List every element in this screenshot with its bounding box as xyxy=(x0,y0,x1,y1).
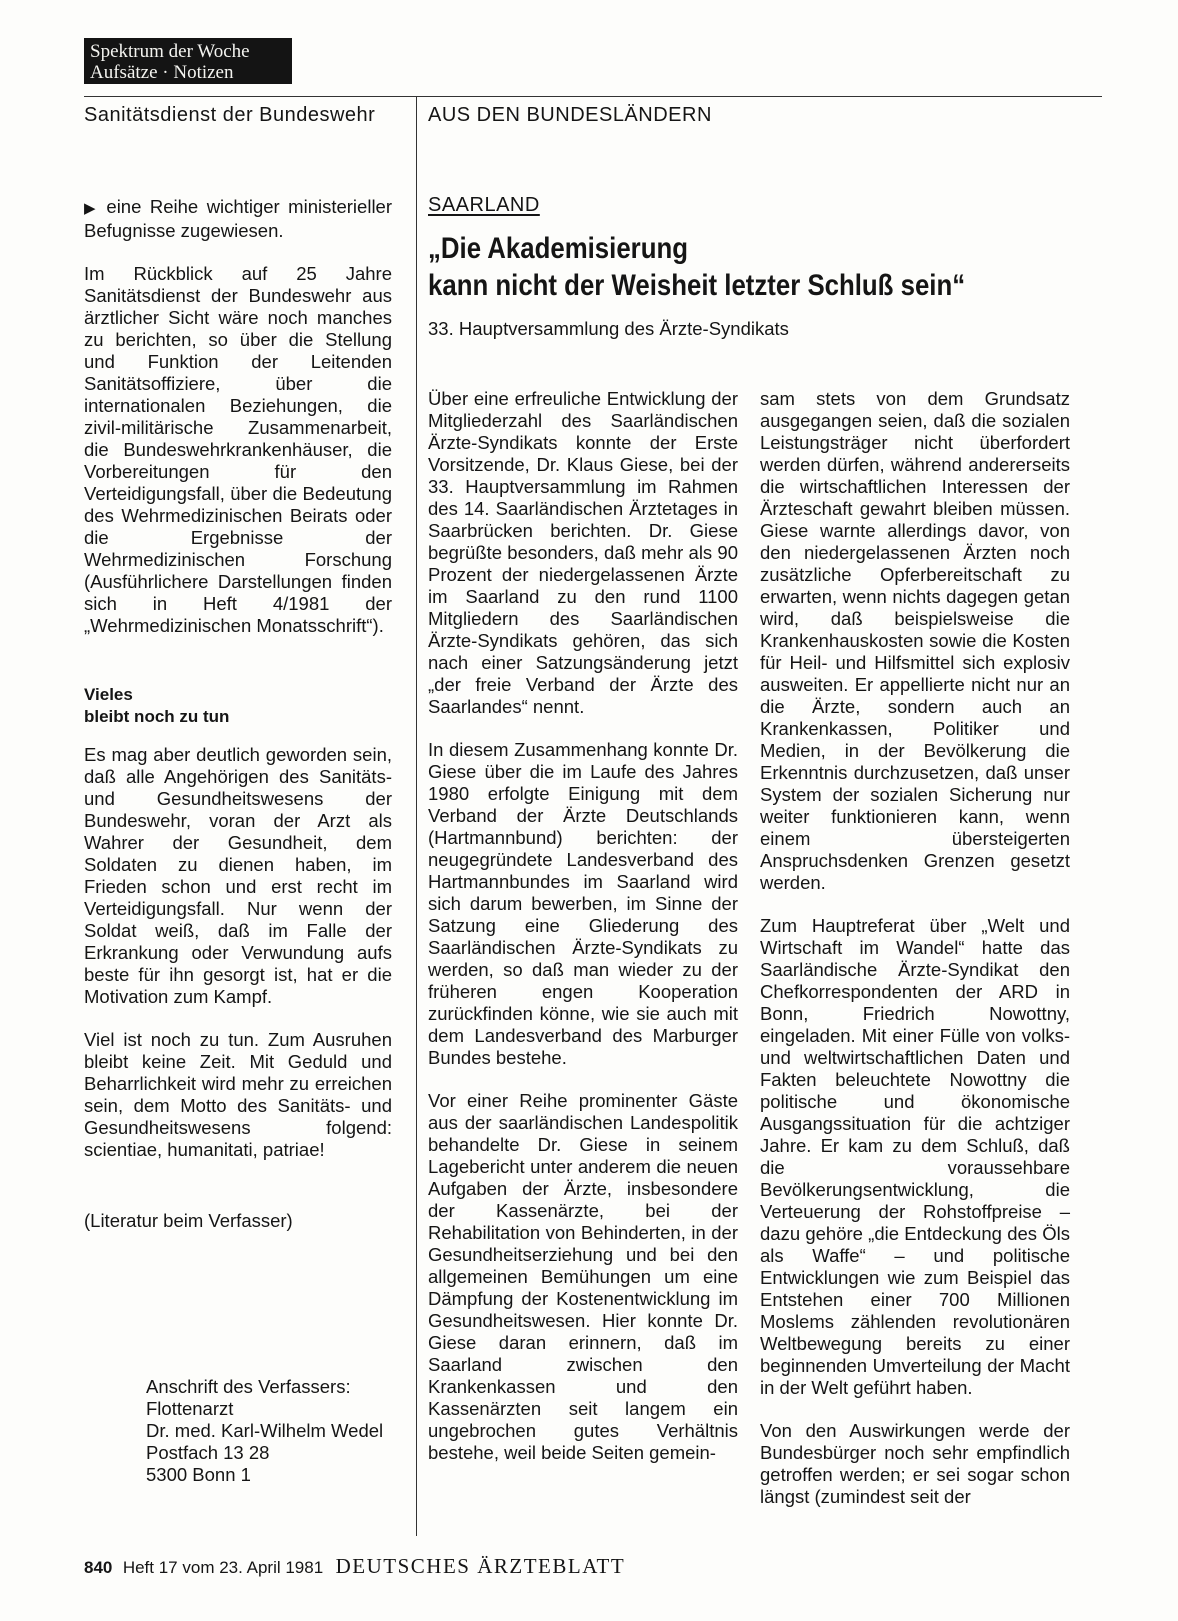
left-paragraph-2: Es mag aber deutlich geworden sein, daß alle Angehörigen des Sanitäts- und Gesundheitswesens der Bundeswehr, voran der Arzt als Wahrer der Gesundheit, dem Soldaten zu dienen haben, im Frieden schon und erst recht im Verteidigungsfall. Nur wenn der Soldat weiß, daß im Falle der Erkrankung oder Verwundung aufs beste für ihn gesorgt ist, hat er die Motivation zum Kampf. xyxy=(84,744,392,1007)
article-col1-paragraph-1: Über eine erfreuliche Entwicklung der Mitgliederzahl des Saarländischen Ärzte-Syndikats konnte der Erste Vorsitzende, Dr. Klaus Giese, bei der 33. Hauptversammlung im Rahmen des 14. Saarländischen Ärztetages in Saarbrücken berichten. Dr. Giese begrüßte besonders, daß mehr als 90 Prozent der niedergelassenen Ärzte im Saarland zu den rund 1100 Mitgliedern des Saarländischen Ärzte-Syndikats gehören, das sich nach einer Satzungsänderung jetzt „der freie Verband der Ärzte des Saarlandes“ nennt. xyxy=(428,388,738,717)
triangle-bullet-icon: ▶ xyxy=(84,200,107,217)
article-column-1 xyxy=(428,388,738,1485)
bullet-text: eine Reihe wichtiger ministerieller Befugnisse zugewiesen. xyxy=(84,196,393,241)
bullet-paragraph xyxy=(84,196,392,242)
left-paragraph-3: Viel ist noch zu tun. Zum Ausruhen bleibt keine Zeit. Mit Geduld und Beharrlichkeit wird mehr zu erreichen sein, dem Motto des Sanitäts- und Gesundheitswesens folgend: scientiae, humanitati, patriae! xyxy=(84,1029,392,1160)
left-subheading xyxy=(84,684,392,728)
section-badge xyxy=(84,38,292,84)
title-line-1: „Die Akademisierung xyxy=(428,232,689,265)
article-col2-paragraph-1: sam stets von dem Grundsatz ausgegangen seien, daß die sozialen Leistungsträger nicht überfordert werden dürfen, während andererseits die wirtschaftlichen Interessen der Ärzteschaft gewahrt bleiben müssen. Giese warnte allerdings davor, von den niedergelassenen Ärzten noch zusätzliche Opferbereitschaft zu erwarten, wenn nichts dagegen getan wird, daß beispielsweise die Krankenhauskosten sowie die Kosten für Heil- und Hilfsmittel sich explosiv ausweiten. Er appellierte nicht nur an die Ärzte, sondern auch an Krankenkassen, Politiker und Medien, in der Bevölkerung die Erkenntnis durchzusetzen, daß unser System der sozialen Sicherung nur weiter funktionieren kann, wenn einem übersteigerten Anspruchsdenken Grenzen gesetzt werden. xyxy=(760,388,1070,893)
article-col1-paragraph-3: Vor einer Reihe prominenter Gäste aus der saarländischen Landespolitik behandelte Dr. Giese in seinem Lagebericht unter anderem die neuen Aufgaben der Ärzte, insbesondere der Kassenärzte, bei der Rehabilitation von Behinderten, in der Gesundheitserziehung und bei den allgemeinen Bemühungen um eine Dämpfung der Kostenentwicklung im Gesundheitswesen. Hier konnte Dr. Giese daran erinnern, daß im Saarland zwischen den Krankenkassen und den Kassenärzten seit langem ein ungebrochen gutes Verhältnis bestehe, weil beide Seiten gemein- xyxy=(428,1090,738,1463)
right-running-head: AUS DEN BUNDESLÄNDERN xyxy=(428,104,712,126)
column-divider xyxy=(416,96,417,1536)
article-kicker: SAARLAND xyxy=(428,194,540,216)
address-line-1: Anschrift des Verfassers: xyxy=(146,1376,351,1397)
title-line-2: kann nicht der Weisheit letzter Schluß sein“ xyxy=(428,269,966,302)
page-footer xyxy=(84,1554,625,1579)
subheading-line-2: bleibt noch zu tun xyxy=(84,707,230,726)
article-subtitle: 33. Hauptversammlung des Ärzte-Syndikats xyxy=(428,318,789,339)
literature-note: (Literatur beim Verfasser) xyxy=(84,1210,293,1231)
address-line-2: Flottenarzt xyxy=(146,1398,234,1419)
address-line-4: Postfach 13 28 xyxy=(146,1442,270,1463)
badge-line-2: Aufsätze · Notizen xyxy=(90,62,234,83)
address-line-3: Dr. med. Karl-Wilhelm Wedel xyxy=(146,1420,384,1441)
badge-line-1: Spektrum der Woche xyxy=(90,41,250,62)
article-col1-paragraph-2: In diesem Zusammenhang konnte Dr. Giese über die im Laufe des Jahres 1980 erfolgte Einigung mit dem Verband der Ärzte Deutschlands (Hartmannbund) berichten: der neugegründete Landesverband des Hartmannbundes im Saarland wird sich darum bewerben, im Sinne der Satzung eine Gliederung des Saarländischen Ärzte-Syndikats zu werden, so daß man wieder zu der früheren engen Kooperation zurückfinden könne, wie sie auch mit dem Landesverband des Marburger Bundes bestehe. xyxy=(428,739,738,1068)
article-title xyxy=(428,230,965,304)
journal-name: DEUTSCHES ÄRZTEBLATT xyxy=(335,1554,626,1578)
article-column-2 xyxy=(760,388,1070,1529)
left-column xyxy=(84,196,392,1182)
left-paragraph-1: Im Rückblick auf 25 Jahre Sanitätsdienst der Bundeswehr aus ärztlicher Sicht wäre noch manches zu berichten, so über die Stellung und Funktion der Leitenden Sanitätsoffiziere, über die internationalen Beziehungen, die zivil-militärische Zusammenarbeit, die Bundeswehrkrankenhäuser, die Vorbereitungen für den Verteidigungsfall, über die Bedeutung des Wehrmedizinischen Beirats oder die Ergebnisse der Wehrmedizinischen Forschung (Ausführlichere Darstellungen finden sich in Heft 4/1981 der „Wehrmedizinischen Monatsschrift“). xyxy=(84,263,392,636)
left-running-head: Sanitätsdienst der Bundeswehr xyxy=(84,104,376,126)
address-line-5: 5300 Bonn 1 xyxy=(146,1464,251,1485)
article-col2-paragraph-3: Von den Auswirkungen werde der Bundesbürger noch sehr empfindlich getroffen werden; er sei sogar schon längst (zumindest seit der xyxy=(760,1420,1070,1507)
subheading-line-1: Vieles xyxy=(84,685,133,704)
article-col2-paragraph-2: Zum Hauptreferat über „Welt und Wirtschaft im Wandel“ hatte das Saarländische Ärzte-Syndikat den Chefkorrespondenten der ARD in Bonn, Friedrich Nowottny, eingeladen. Mit einer Fülle von volks- und weltwirtschaftlichen Daten und Fakten beleuchtete Nowottny die politische und ökonomische Ausgangssituation für die achtziger Jahre. Er kam zu dem Schluß, daß die voraussehbare Bevölkerungsentwicklung, die Verteuerung der Rohstoffpreise – dazu gehöre „die Entdeckung des Öls als Waffe“ – und politische Entwicklungen wie zum Beispiel das Entstehen einer 700 Millionen Moslems zählenden revolutionären Weltbewegung bereits zu einer beginnenden Umverteilung der Macht in der Welt geführt haben. xyxy=(760,915,1070,1398)
author-address xyxy=(146,1376,406,1486)
header-rule xyxy=(84,96,1102,97)
page-number: 840 xyxy=(84,1558,113,1577)
issue-info: Heft 17 vom 23. April 1981 xyxy=(122,1558,324,1577)
